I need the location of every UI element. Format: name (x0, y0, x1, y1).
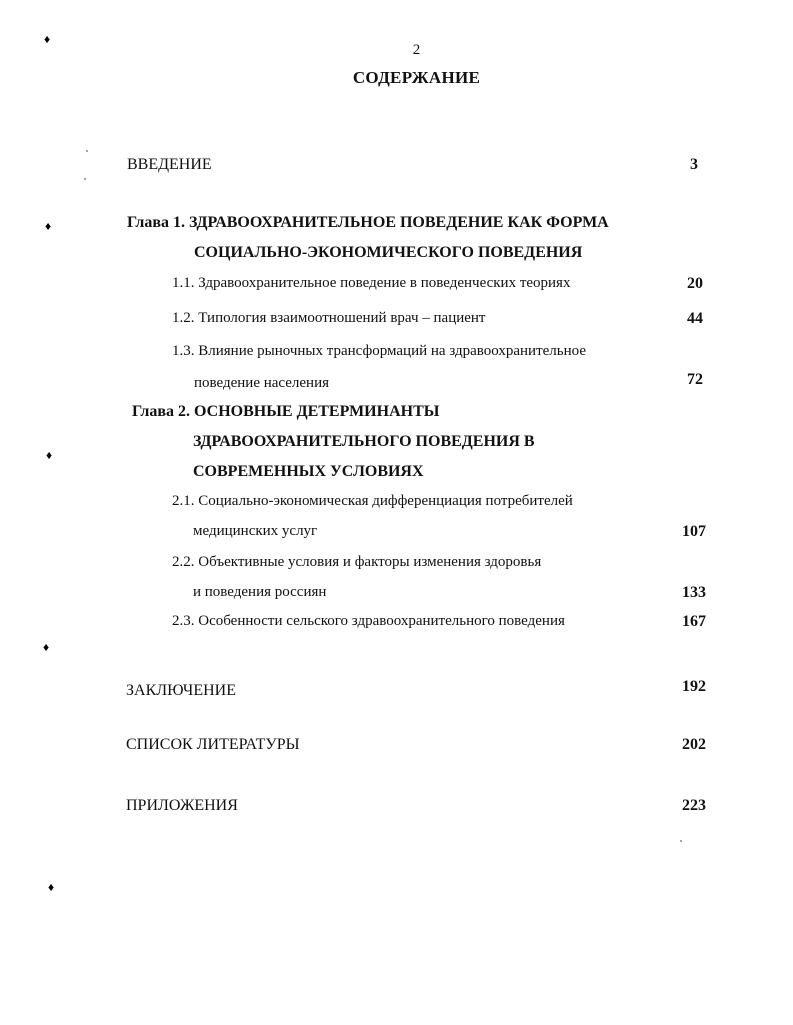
toc-section-2-3: 2.3. Особенности сельского здравоохранительного поведения (172, 613, 565, 629)
toc-section-1-3-cont: поведение населения (194, 375, 330, 391)
scan-speck (84, 178, 86, 180)
scan-speck (86, 150, 88, 152)
toc-section-1-1: 1.1. Здравоохранительное поведение в поведенческих теориях (172, 275, 571, 291)
toc-page-conclusion: 192 (682, 678, 706, 695)
scan-speck (680, 840, 682, 842)
toc-entry-references: СПИСОК ЛИТЕРАТУРЫ (126, 736, 300, 753)
scan-artifact-mark: ♦ (44, 32, 51, 46)
scan-artifact-mark: ♦ (43, 640, 50, 654)
toc-entry-intro: ВВЕДЕНИЕ (127, 156, 212, 173)
page-number: 2 (412, 42, 421, 58)
toc-page-references: 202 (682, 736, 706, 753)
toc-section-2-1-cont: медицинских услуг (193, 523, 318, 539)
chapter-2-title-cont: ЗДРАВООХРАНИТЕЛЬНОГО ПОВЕДЕНИЯ В (193, 433, 535, 450)
toc-section-2-1: 2.1. Социально-экономическая дифференциация потребителей (172, 493, 573, 509)
toc-entry-conclusion: ЗАКЛЮЧЕНИЕ (126, 682, 236, 699)
toc-section-1-3: 1.3. Влияние рыночных трансформаций на здравоохранительное (172, 343, 586, 359)
toc-page-2-2: 133 (682, 584, 706, 601)
toc-page-1-3: 72 (687, 371, 703, 388)
chapter-1-title: Глава 1. ЗДРАВООХРАНИТЕЛЬНОЕ ПОВЕДЕНИЕ КАК ФОРМА (127, 214, 609, 231)
scan-artifact-mark: ♦ (46, 448, 53, 462)
toc-entry-appendices: ПРИЛОЖЕНИЯ (126, 797, 238, 814)
chapter-2-title-cont2: СОВРЕМЕННЫХ УСЛОВИЯХ (193, 463, 424, 480)
toc-page-2-3: 167 (682, 613, 706, 630)
toc-page-intro: 3 (690, 156, 698, 173)
toc-page-1-1: 20 (687, 275, 703, 292)
toc-section-2-2: 2.2. Объективные условия и факторы изменения здоровья (172, 554, 542, 570)
chapter-1-title-cont: СОЦИАЛЬНО-ЭКОНОМИЧЕСКОГО ПОВЕДЕНИЯ (194, 244, 583, 261)
toc-section-2-2-cont: и поведения россиян (193, 584, 327, 600)
scan-artifact-mark: ♦ (48, 880, 55, 894)
toc-section-1-2: 1.2. Типология взаимоотношений врач – пациент (172, 310, 486, 326)
toc-page-1-2: 44 (687, 310, 703, 327)
scan-artifact-mark: ♦ (45, 219, 52, 233)
toc-page-appendices: 223 (682, 797, 706, 814)
chapter-2-title: Глава 2. ОСНОВНЫЕ ДЕТЕРМИНАНТЫ (132, 403, 440, 420)
toc-page-2-1: 107 (682, 523, 706, 540)
page-title: СОДЕРЖАНИЕ (352, 68, 481, 87)
